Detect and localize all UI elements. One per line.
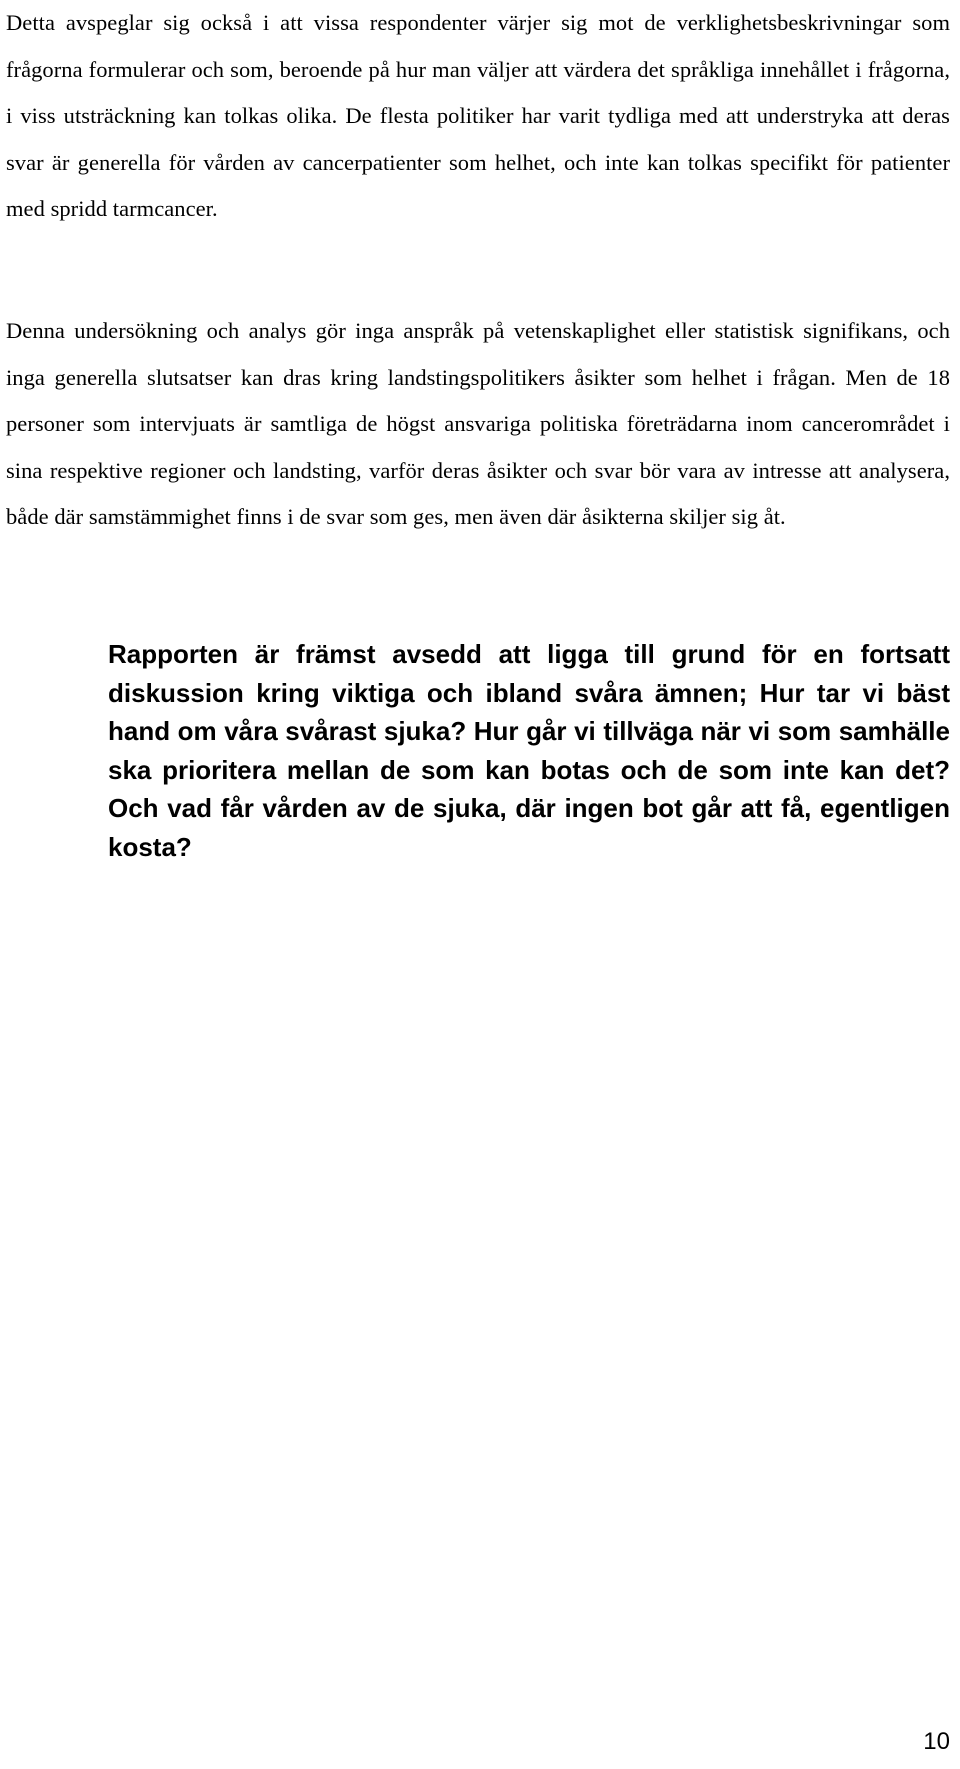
lead-statement: Rapporten är främst avsedd att ligga till grund för en fortsatt diskussion kring viktiga och ibland svåra ämnen; Hur tar vi bäst hand om våra svårast sjuka? Hur går vi tillväga när vi som samhälle ska prioritera mellan de som kan botas och de som inte kan det? Och vad får vården av de sjuka, där ingen bot går att få, egentligen kosta?	[108, 639, 950, 862]
body-paragraph-method: Denna undersökning och analys gör inga anspråk på vetenskaplighet eller statistisk signifikans, och inga generella slutsatser kan dras kring landstingspolitikers åsikter som helhet i frågan. Men de 18 personer som intervjuats är samtliga de högst ansvariga politiska företrädarna inom cancerområdet i sina respektive regioner och landsting, varför deras åsikter och svar bör vara av intresse att analysera, både där samstämmighet finns i de svar som ges, men även där åsikterna skiljer sig åt.	[6, 318, 950, 529]
page-number: 10	[923, 1728, 950, 1755]
body-paragraph-respondents: Detta avspeglar sig också i att vissa respondenter värjer sig mot de verklighetsbeskrivningar som frågorna formulerar och som, beroende på hur man väljer att värdera det språkliga innehållet i frågorna, i viss utsträckning kan tolkas olika. De flesta politiker har varit tydliga med att understryka att deras svar är generella för vården av cancerpatienter som helhet, och inte kan tolkas specifikt för patienter med spridd tarmcancer.	[6, 10, 950, 221]
